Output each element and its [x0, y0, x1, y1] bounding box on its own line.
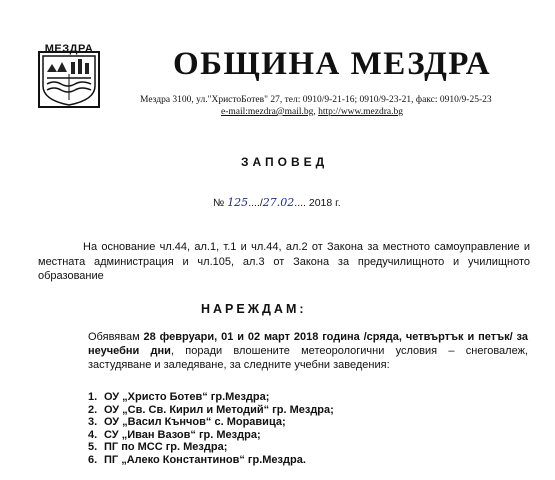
document-year: 2018 г. — [308, 197, 341, 209]
document-number — [213, 196, 341, 209]
declaration-lead: Обявявам — [88, 331, 144, 343]
contact-line: Мездра 3100, ул."ХристоБотев" 27, тел: 0910/9-21-16; 0910/9-23-21, факс: 0910/9-25-23 — [140, 95, 492, 105]
legal-basis-text: На основание чл.44, ал.1, т.1 и чл.44, ал.2 от Закона за местното самоуправление и местната администрация и чл.105, ал.3 от Закона за предучилищното и училищното образование — [38, 241, 530, 282]
email-separator: , — [313, 107, 319, 117]
email-link[interactable]: mezdra@mail.bg — [247, 107, 314, 117]
list-item: 6. ПГ „Алеко Константинов“ гр.Мездра. — [88, 453, 306, 466]
org-title: ОБЩИНА МЕЗДРА — [173, 46, 492, 82]
schools-list — [88, 391, 334, 467]
number-separator: ..../ — [248, 197, 263, 209]
handwritten-number: 125 — [227, 196, 249, 209]
order-heading: НАРЕЖДАМ: — [201, 302, 307, 316]
handwritten-date: 27.02 — [262, 196, 295, 209]
email-line — [221, 107, 403, 117]
declaration-paragraph — [88, 330, 528, 372]
declaration-rest: , поради влошените метеорологични условия – снеговалеж, застудяване и заледяване, за следните учебни заведения: — [88, 345, 528, 371]
number-prefix: № — [213, 197, 225, 209]
list-item: 5. ПГ по МСС гр. Мездра; — [88, 441, 228, 454]
list-item: 2. ОУ „Св. Св. Кирил и Методий“ гр. Мездра; — [88, 403, 334, 416]
list-item: 3. ОУ „Васил Кънчов“ с. Моравица; — [88, 416, 286, 429]
number-tail: .... — [294, 197, 306, 209]
list-item: 4. СУ „Иван Вазов“ гр. Мездра; — [88, 428, 261, 441]
legal-basis — [38, 240, 530, 284]
website-link[interactable]: http://www.mezdra.bg — [318, 107, 403, 117]
list-item: 1. ОУ „Христо Ботев“ гр.Мездра; — [88, 391, 270, 403]
email-prefix: e-mail: — [221, 107, 248, 117]
crest-label: МЕЗДРА — [44, 43, 94, 55]
declaration-dates: 28 февруари, 01 и 02 март 2018 година /сряда, четвъртък и петък/ за неучебни дни — [88, 331, 528, 357]
document-title: ЗАПОВЕД — [241, 155, 329, 169]
